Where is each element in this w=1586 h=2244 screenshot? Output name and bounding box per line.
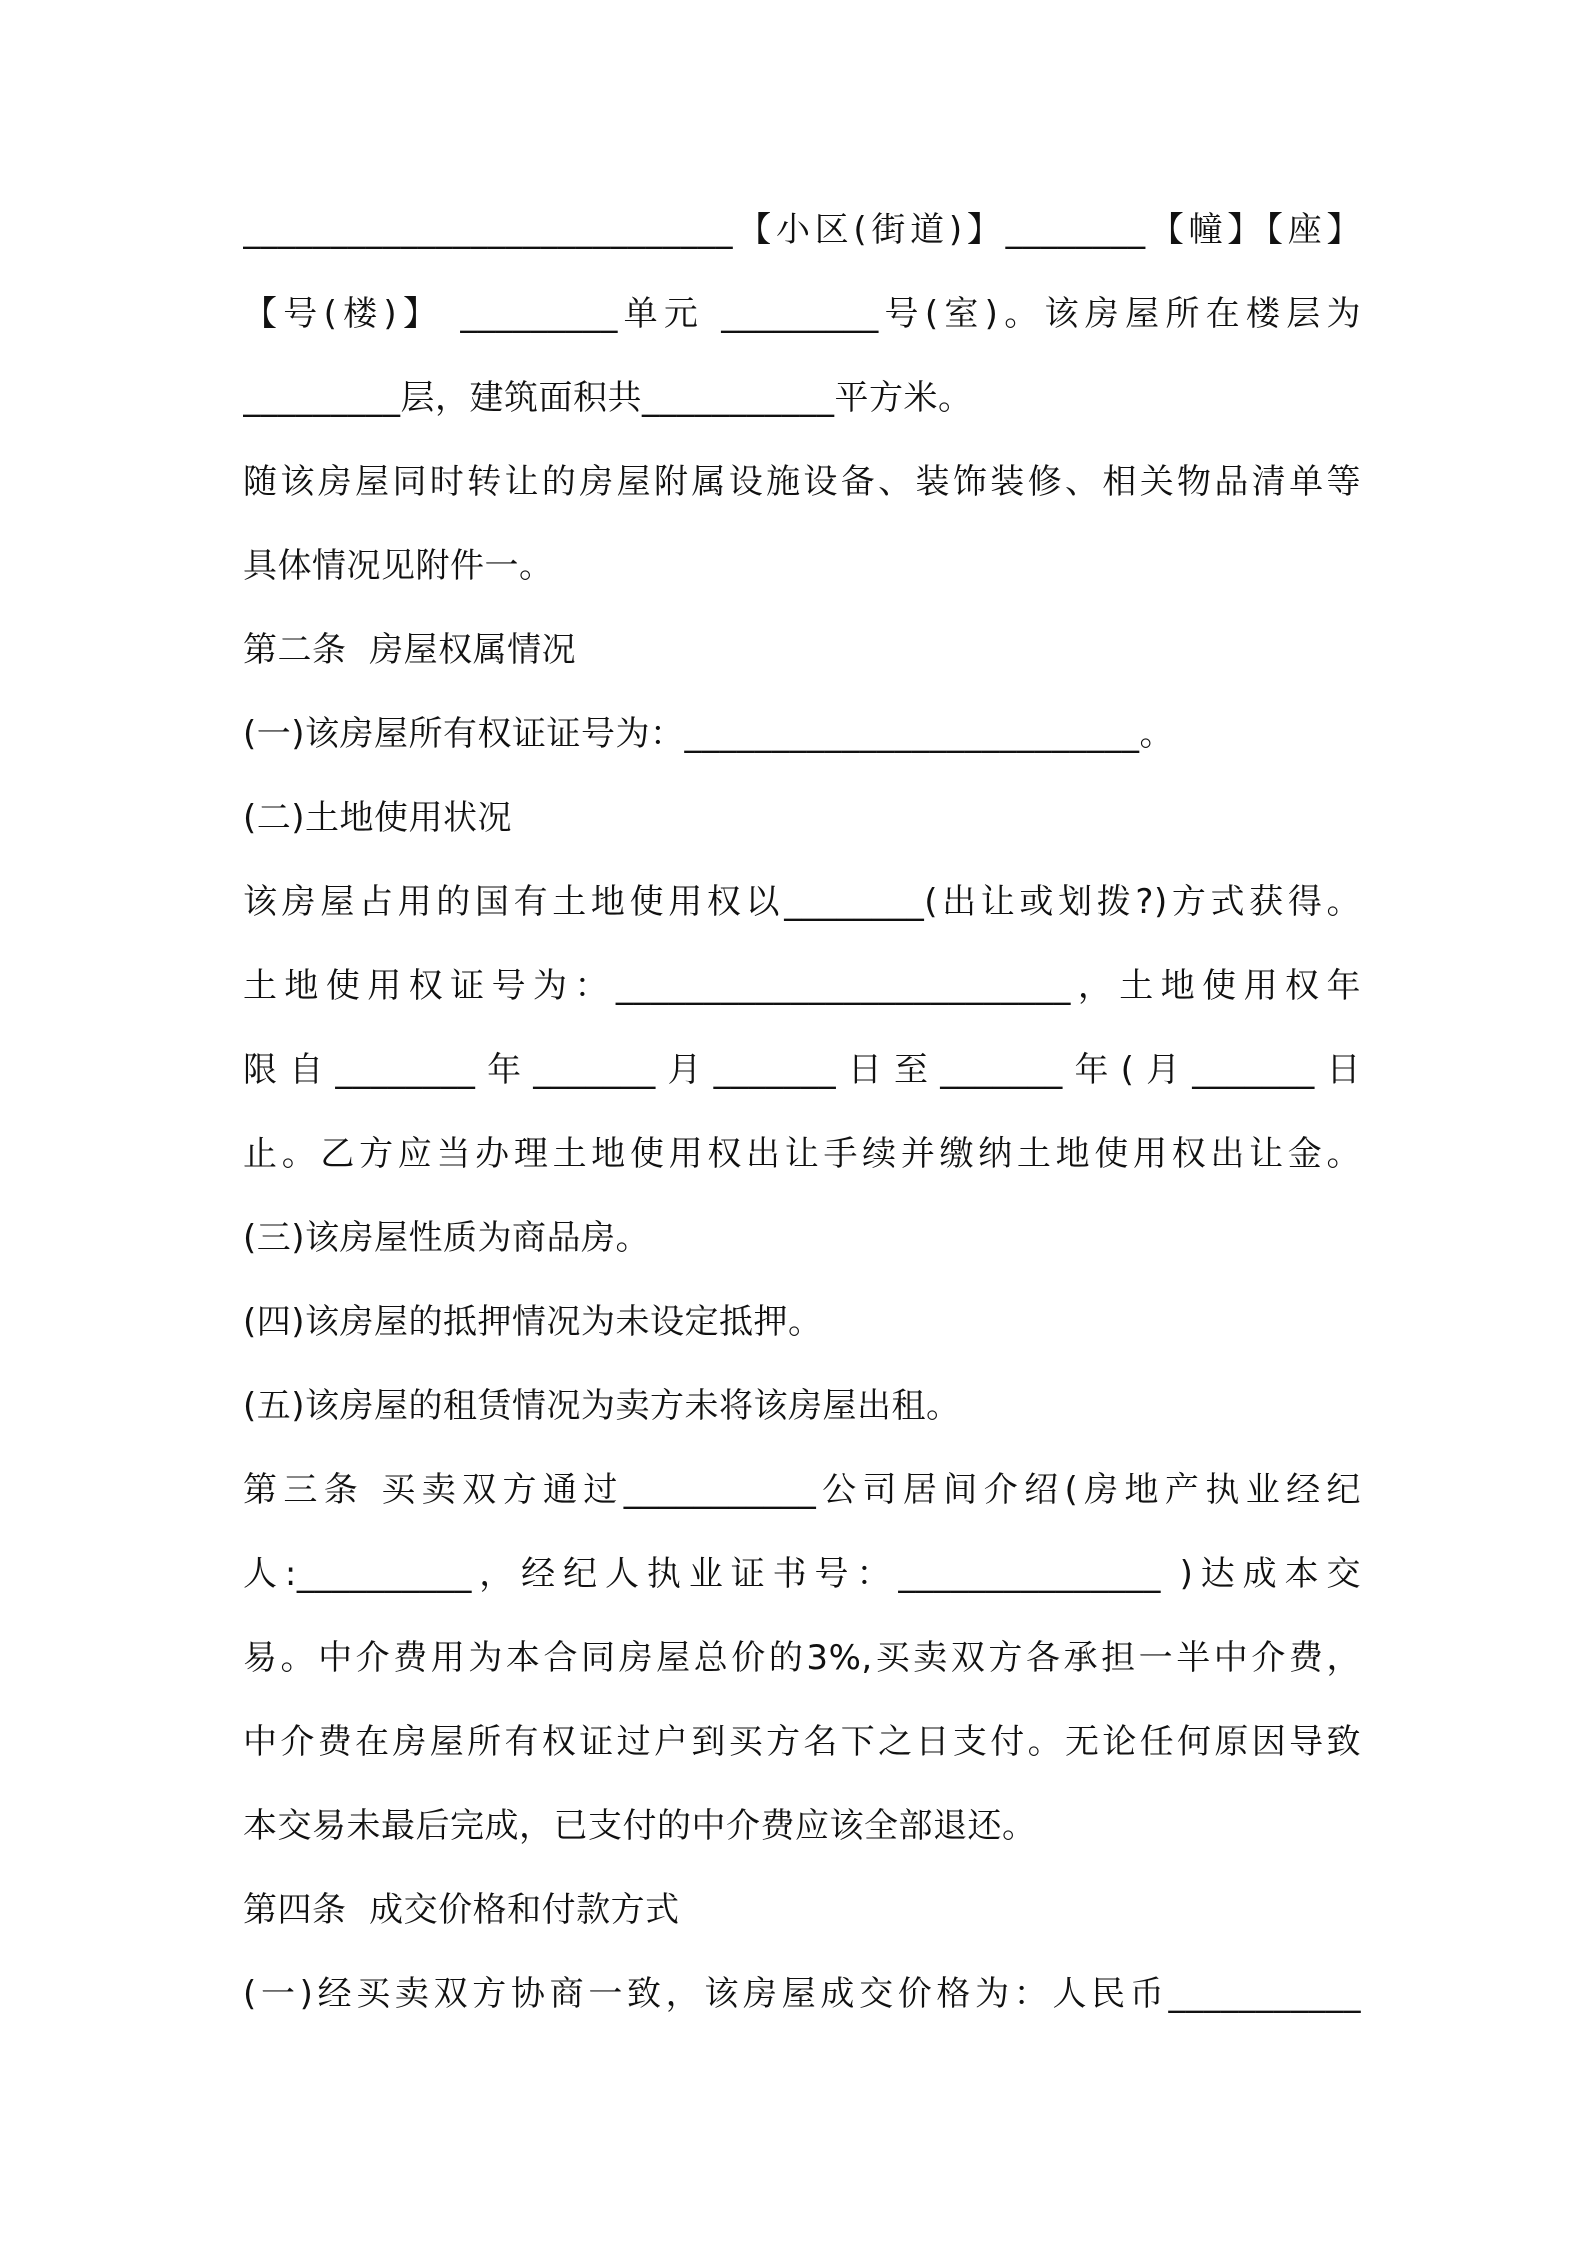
text-line-mortgage: (四)该房屋的抵押情况为未设定抵押。 [243,1302,823,1342]
document-page [243,198,1361,2046]
text-line-price: (一)经买卖双方协商一致，该房屋成交价格为：人民币___________ [243,1974,1361,2014]
text-line-land-acquisition: 该房屋占用的国有土地使用权以________(出让或划拨?)方式获得。 [243,882,1361,922]
text-line-floor-area: _________层，建筑面积共___________平方米。 [243,378,973,418]
text-line-certificate-no: (一)该房屋所有权证证号为：__________________________。 [243,714,1175,754]
text-line-unit: 【号(楼)】 _________单元 _________号(室)。该房屋所在楼层为 [243,294,1361,334]
text-line-fee-refund: 本交易未最后完成，已支付的中介费应该全部退还。 [243,1806,1037,1846]
text-line-attachment-ref: 具体情况见附件一。 [243,546,554,586]
text-line-land-term: 限自________年_______月_______日至_______年(月_______日 [243,1050,1361,1090]
text-line-attachments: 随该房屋同时转让的房屋附属设施设备、装饰装修、相关物品清单等 [243,462,1361,502]
article-4-heading: 第四条 成交价格和付款方式 [243,1890,680,1930]
text-line-land-cert: 土地使用权证号为：__________________________，土地使用权年 [243,966,1361,1006]
text-line-address: ____________________________【小区(街道)】________【幢】【座】 [243,210,1361,250]
subheading-land-use: (二)土地使用状况 [243,798,513,838]
text-line-broker-fee: 易。中介费用为本合同房屋总价的3%,买卖双方各承担一半中介费， [243,1638,1361,1678]
article-3-heading: 第三条 买卖双方通过___________公司居间介绍(房地产执业经纪 [243,1470,1361,1510]
article-2-heading: 第二条 房屋权属情况 [243,630,577,670]
text-line-land-transfer: 止。乙方应当办理土地使用权出让手续并缴纳土地使用权出让金。 [243,1134,1361,1174]
text-line-fee-payment: 中介费在房屋所有权证过户到买方名下之日支付。无论任何原因导致 [243,1722,1361,1762]
text-line-broker: 人:__________，经纪人执业证书号：_______________ )达成本交 [243,1554,1361,1594]
text-line-lease: (五)该房屋的租赁情况为卖方未将该房屋出租。 [243,1386,961,1426]
text-line-property-nature: (三)该房屋性质为商品房。 [243,1218,651,1258]
